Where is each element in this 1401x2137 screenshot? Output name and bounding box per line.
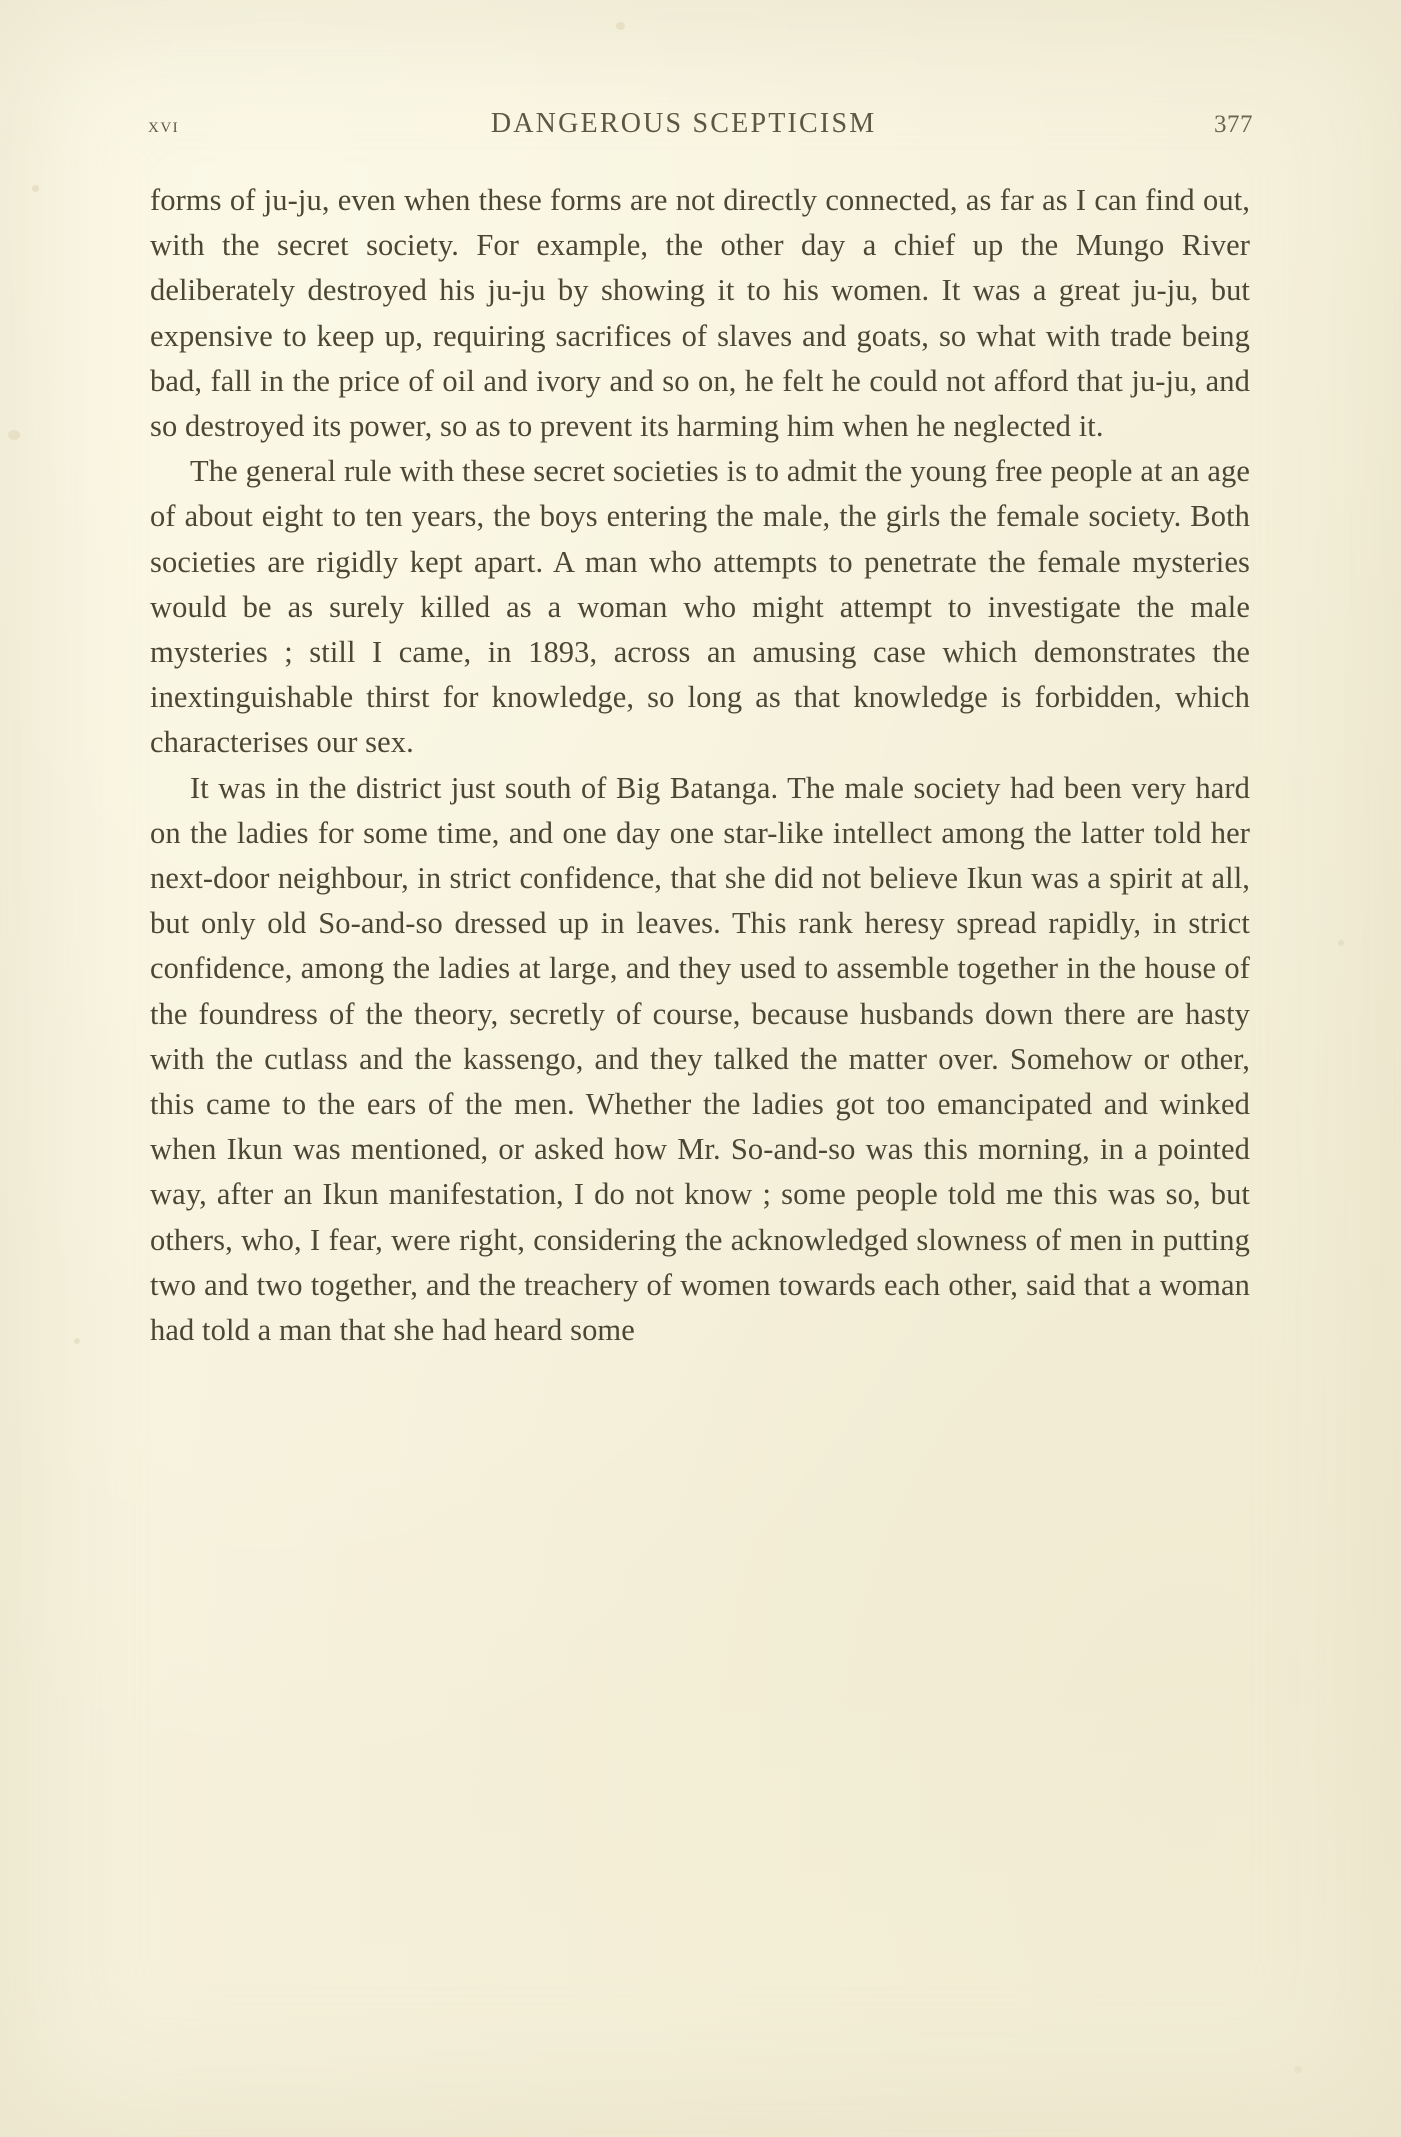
paper-speck: [32, 185, 39, 192]
page-number: 377: [1214, 111, 1253, 138]
chapter-number: xvi: [148, 113, 180, 137]
page-title: DANGEROUS SCEPTICISM: [490, 108, 877, 139]
paper-speck: [1338, 940, 1344, 946]
running-head: [148, 108, 1253, 142]
paragraph: The general rule with these secret societies is to admit the young free people at an age of about eight to ten years, the boys entering the male, the girls the female society. Both societies are rigidly kept apart. A man who attempts to penetrate the female mysteries would be as surely killed as a woman who might attempt to investigate the male mysteries ; still I came, in 1893, across an amusing case which demonstrates the inextinguishable thirst for knowledge, so long as that knowledge is forbidden, which characterises our sex.: [150, 454, 1250, 760]
paragraph: forms of ju-ju, even when these forms are not directly connected, as far as I can find out, with the secret society. For example, the other day a chief up the Mungo River deliberately destroyed his ju-ju by showing it to his women. It was a great ju-ju, but expensive to keep up, requiring sacrifices of slaves and goats, so what with trade being bad, fall in the price of oil and ivory and so on, he felt he could not afford that ju-ju, and so destroyed its power, so as to prevent its harming him when he neglected it.: [150, 183, 1250, 444]
paper-speck: [8, 430, 20, 440]
page-body: [150, 178, 1250, 1353]
scan-fade-overlay: [0, 1667, 1401, 2137]
paragraph: It was in the district just south of Big Batanga. The male society had been very hard on the ladies for some time, and one day one star-like intellect among the latter told her next-door neighbour, in strict confidence, that she did not believe Ikun was a spirit at all, but only old So-and-so dressed up in leaves. This rank heresy spread rapidly, in strict confidence, among the ladies at large, and they used to assemble together in the house of the foundress of the theory, secretly of course, because husbands down there are hasty with the cutlass and the kassengo, and they talked the matter over. Somehow or other, this came to the ears of the men. Whether the ladies got too emancipated and winked when Ikun was mentioned, or asked how Mr. So-and-so was this morning, in a pointed way, after an Ikun manifestation, I do not know ; some people told me this was so, but others, who, I fear, were right, considering the acknowledged slowness of men in putting two and two together, and the treachery of women towards each other, said that a woman had told a man that she had heard some: [150, 770, 1250, 1348]
paper-speck: [616, 22, 625, 30]
paper-speck: [74, 1338, 80, 1344]
paper-speck: [1294, 2066, 1302, 2073]
